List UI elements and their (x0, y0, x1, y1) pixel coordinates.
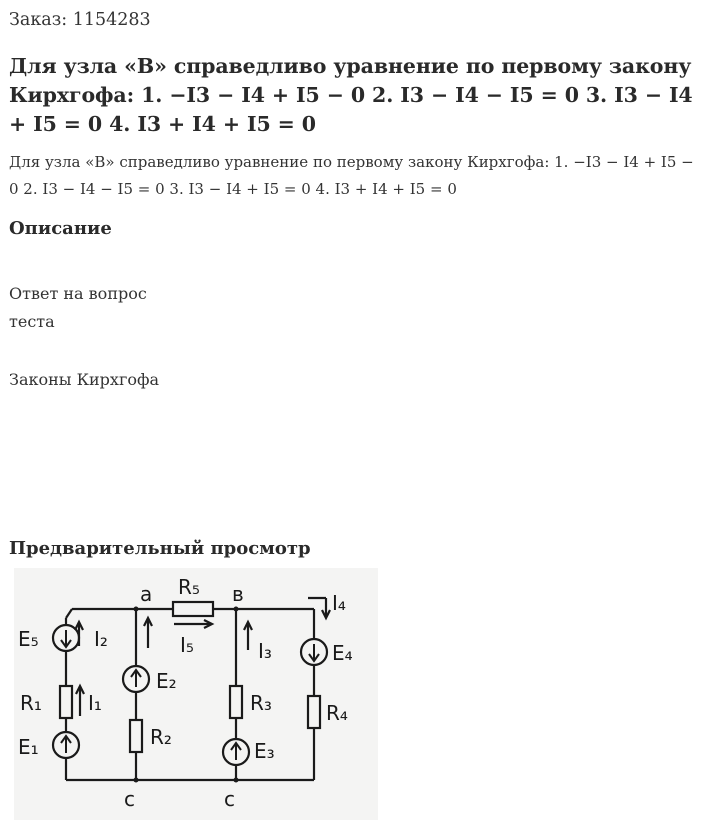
label-e2: E₂ (156, 669, 177, 693)
order-number: Заказ: 1154283 (9, 10, 151, 30)
label-node-a: a (140, 582, 153, 606)
label-e3: E₃ (254, 739, 275, 763)
page-title: Для узла «В» справедливо уравнение по первому закону Кирхгофа: 1. −I3 − I4 + I5 − 0 2. I3 − I4 − I5 = 0 3. I3 − I4 + I5 = 0 4. I3 + I4 + I5 = 0 (9, 54, 693, 136)
label-r1: R₁ (20, 691, 42, 715)
label-i5: I₅ (180, 633, 194, 657)
question-text: Для узла «В» справедливо уравнение по первому закону Кирхгофа: 1. −I3 − I4 + I5 − 0 2. I3 − I4 − I5 = 0 3. I3 − I4 + I5 = 0 4. I3 + I4 + I5 = 0 (9, 153, 694, 198)
label-i3: I₃ (258, 639, 272, 663)
preview-heading: Предварительный просмотр (9, 538, 311, 559)
label-r4: R₄ (326, 701, 348, 725)
label-node-b: в (232, 582, 244, 606)
circuit-preview-image (14, 568, 378, 820)
label-r2: R₂ (150, 725, 172, 749)
label-e5: E₅ (18, 627, 39, 651)
label-e4: E₄ (332, 641, 353, 665)
label-e1: E₁ (18, 735, 39, 759)
label-i4: I₄ (332, 591, 346, 615)
description-line-1: Ответ на вопрос (9, 284, 147, 303)
description-line-3: Законы Кирхгофа (9, 370, 160, 389)
label-node-c-left: c (124, 787, 135, 811)
label-r3: R₃ (250, 691, 272, 715)
label-node-c-right: c (224, 787, 235, 811)
label-i2: I₂ (94, 627, 108, 651)
description-line-2: теста (9, 312, 55, 331)
circuit-diagram (14, 568, 378, 820)
description-heading: Описание (9, 218, 112, 239)
label-i1: I₁ (88, 691, 102, 715)
label-r5: R₅ (178, 575, 200, 599)
